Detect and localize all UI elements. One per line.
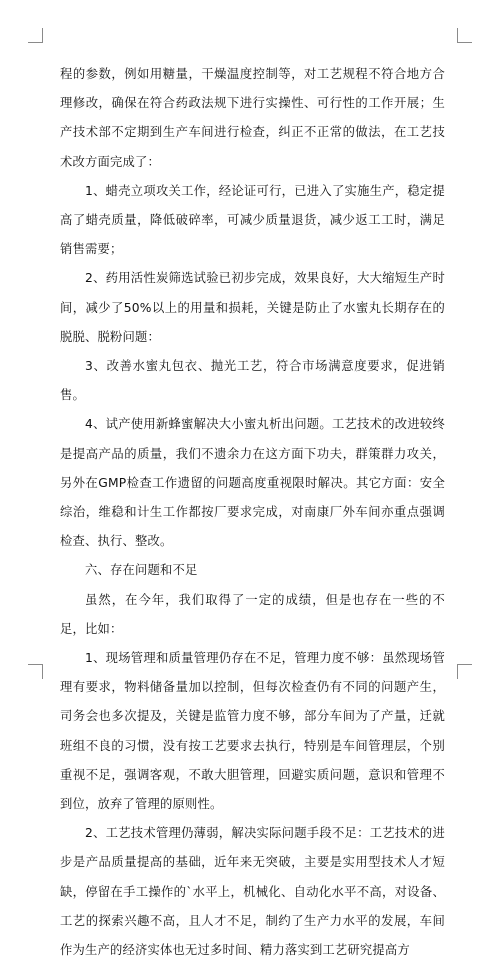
section-heading: 六、存在问题和不足 [85,563,198,578]
paragraph-item-1: 1、蜡壳立项攻关工作，经论证可行，已进入了实施生产，稳定提高了蜡壳质量，降低破碎率，可减少质量退货，减少返工工时，满足销售需要； [60,183,445,257]
crop-mark-top-left [28,28,43,43]
paragraph-item-3: 3、改善水蜜丸包衣、抛光工艺，符合市场满意度要求，促进销售。 [60,359,445,403]
crop-mark-bottom-left [28,664,43,679]
paragraph-intro: 虽然，在今年，我们取得了一定的成绩，但是也存在一些的不足，比如： [60,592,445,636]
paragraph-item-4: 4、试产使用新蜂蜜解决大小蜜丸析出问题。工艺技术的改进较终是提高产品的质量，我们不遗余力在这方面下功夫，群策群力攻关，另外在GMP检查工作遗留的问题高度重视限时解决。其它方面：安全综治，维稳和计生工作都按厂要求完成，对南康厂外车间亦重点强调检查、执行、整改。 [60,417,445,549]
paragraph-continuation: 程的参数，例如用糖量，干燥温度控制等，对工艺规程不符合地方合理修改，确保在符合药政法规下进行实操性、可行性的工作开展；生产技术部不定期到生产车间进行检查，纠正不正常的做法，在工艺技术改方面完成了： [60,67,445,169]
crop-mark-top-right [457,28,472,43]
crop-mark-bottom-right [457,664,472,679]
document-body [60,60,445,965]
paragraph-item-2: 2、药用活性炭筛选试验已初步完成，效果良好，大大缩短生产时间，减少了50%以上的用量和损耗，关键是防止了水蜜丸长期存在的脱脱、脱粉问题： [60,271,445,344]
paragraph-issue-1: 1、现场管理和质量管理仍存在不足，管理力度不够：虽然现场管理有要求，物料储备量加以控制，但每次检查仍有不同的问题产生，司务会也多次提及，关键是监管力度不够，部分车间为了产量，迁就班组不良的习惯，没有按工艺要求去执行，特别是车间管理层，个别重视不足，强调客观，不敢大胆管理，回避实质问题，意识和管理不到位，放弃了管理的原则性。 [60,651,445,812]
paragraph-issue-2: 2、工艺技术管理仍薄弱，解决实际问题手段不足：工艺技术的进步是产品质量提高的基础，近年来无突破，主要是实用型技术人才短缺，停留在手工操作的`水平上，机械化、自动化水平不高，对设备、工艺的探索兴趣不高，且人才不足，制约了生产力水平的发展，车间作为生产的经济实体也无过多时间、精力落实到工艺研究提高方 [60,826,445,958]
